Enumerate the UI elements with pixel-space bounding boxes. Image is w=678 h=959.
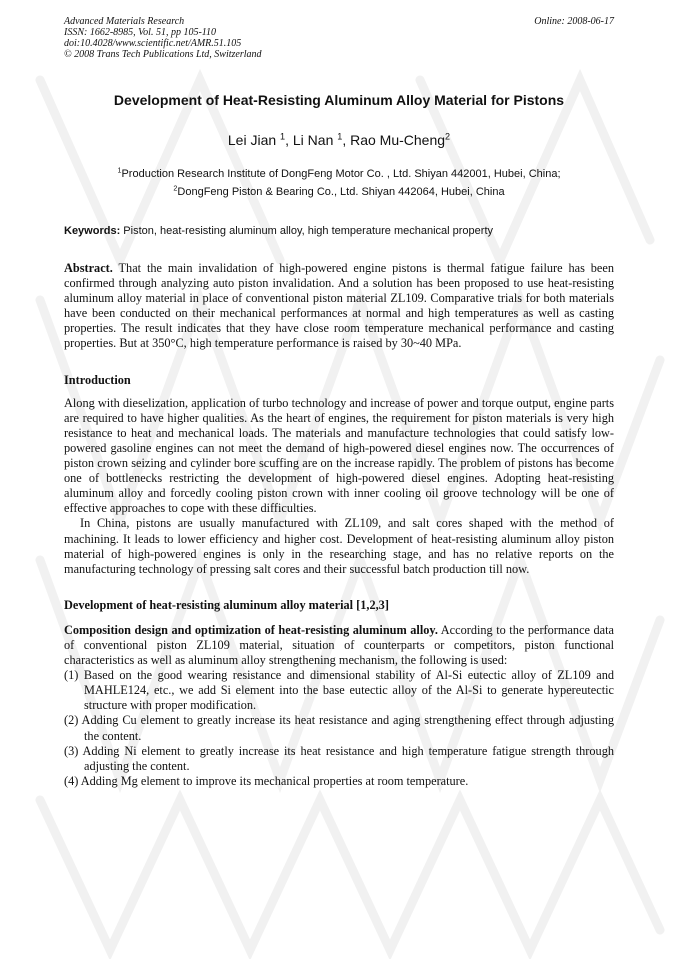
affiliation-text: Production Research Institute of DongFeng Motor Co. , Ltd. Shiyan 442001, Hubei, China;	[121, 168, 561, 180]
introduction-paragraph: Along with dieselization, application of turbo technology and increase of power and torque output, engine parts are required to have higher qualities. As the heart of engines, the requirement for piston materials is very high resistance to heat and mechanical loads. The materials and manufacture technologies that could satisfy low-powered gasoline engines can not meet the demand of high-powered diesel engines now. The occurrences of piston crown seizing and cylinder bore scuffing are on the increase rapidly. The problem of pistons has become one of bottlenecks restricting the development of high-powered diesel engines. Adopting heat-resisting aluminum alloy and forcedly cooling piston crown with inner cooling oil groove technology will be one of effective approaches to cope with these difficulties.	[64, 395, 614, 516]
online-date: Online: 2008-06-17	[534, 16, 614, 27]
journal-copyright: © 2008 Trans Tech Publications Ltd, Switzerland	[64, 49, 262, 60]
affiliation-2	[0, 186, 678, 198]
journal-header	[64, 16, 262, 60]
keywords	[64, 225, 614, 237]
author-name: Lei Jian	[227, 132, 281, 148]
composition-list	[64, 668, 614, 789]
author-affiliation-mark: 2	[445, 131, 451, 142]
list-item: (1) Based on the good wearing resistance and dimensional stability of Al-Si eutectic alloy of ZL109 and MAHLE124, etc., we add Si element into the base eutectic alloy of the Al-Si to generate hypereutectic structure with proper modification.	[64, 668, 614, 713]
journal-doi: doi:10.4028/www.scientific.net/AMR.51.105	[64, 38, 242, 49]
affiliation-number: 2	[173, 184, 178, 193]
paper-title: Development of Heat-Resisting Aluminum Alloy Material for Pistons	[113, 92, 565, 108]
author-name: Rao Mu-Cheng	[350, 132, 446, 148]
abstract	[64, 261, 614, 352]
journal-issn: ISSN: 1662-8985, Vol. 51, pp 105-110	[64, 27, 217, 38]
abstract-text: That the main invalidation of high-powered engine pistons is thermal fatigue failure has been confirmed through analyzing auto piston invalidation. And a solution has been proposed to use heat-resisting aluminum alloy material in place of conventional piston material ZL109. Comparative trials for both materials have been conducted on their mechanical performances at normal and high temperatures as well as casting properties. The result indicates that they have close room temperature mechanical performance and casting properties. But at 350°C, high temperature performance is raised by 30~40 MPa.	[64, 261, 614, 351]
keywords-label: Keywords:	[64, 225, 121, 237]
composition-label: Composition design and optimization of heat-resisting aluminum alloy.	[64, 622, 438, 637]
journal-name: Advanced Materials Research	[64, 16, 185, 27]
paper-body	[64, 261, 614, 789]
introduction-heading: Introduction	[64, 372, 131, 387]
list-item: (3) Adding Ni element to greatly increase its heat resistance and high temperature fatigue strength through adjusting the content.	[64, 743, 614, 773]
composition-paragraph	[64, 623, 614, 668]
affiliation-number: 1	[117, 166, 122, 175]
affiliation-text: DongFeng Piston & Bearing Co., Ltd. Shiyan 442064, Hubei, China	[177, 186, 505, 198]
keywords-text: Piston, heat-resisting aluminum alloy, high temperature mechanical property	[120, 225, 494, 237]
introduction-paragraph: In China, pistons are usually manufactured with ZL109, and salt cores shaped with the method of machining. It leads to lower efficiency and higher cost. Development of heat-resisting aluminum alloy piston material of high-powered engines is only in the researching stage, and has no relative reports on the manufacturing technology of pressing salt cores and their successful batch production till now.	[64, 516, 614, 576]
abstract-label: Abstract.	[64, 261, 113, 275]
author-separator: ,	[285, 132, 293, 148]
affiliation-1	[0, 168, 678, 180]
author-list	[0, 132, 678, 148]
author-affiliation-mark: 1	[280, 131, 286, 142]
author-name: Li Nan	[292, 132, 338, 148]
list-item: (4) Adding Mg element to improve its mechanical properties at room temperature.	[64, 773, 469, 788]
composition-text: According to the performance data of conventional piston ZL109 material, situation of counterparts or competitors, piston functional characteristics as well as aluminum alloy strengthening mechanism, the following is used:	[64, 622, 614, 668]
development-heading: Development of heat-resisting aluminum alloy material [1,2,3]	[64, 597, 389, 612]
author-affiliation-mark: 1	[337, 131, 343, 142]
author-separator: ,	[342, 132, 351, 148]
list-item: (2) Adding Cu element to greatly increase its heat resistance and aging strengthening effect through adjusting the content.	[64, 713, 614, 743]
